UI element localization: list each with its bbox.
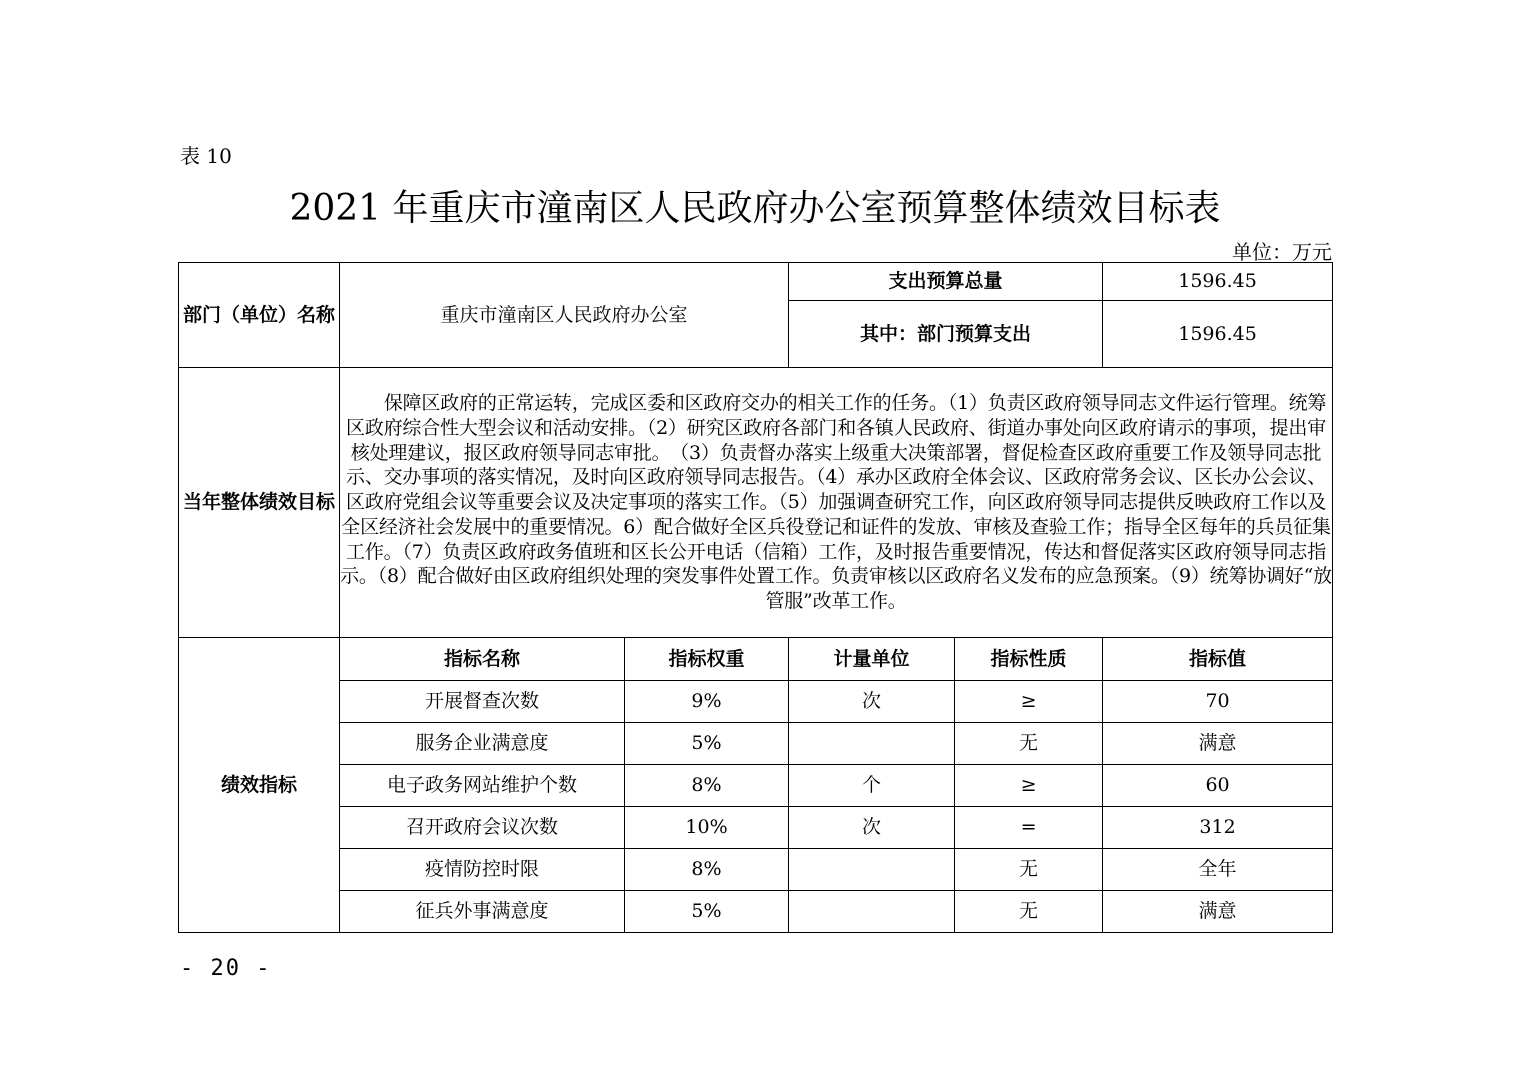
indicator-weight: 5% bbox=[625, 891, 789, 933]
unit-label: 单位：万元 bbox=[1232, 240, 1332, 264]
annual-goal-body: 保障区政府的正常运转，完成区委和区政府交办的相关工作的任务。（1）负责区政府领导同志文件运行管理。统筹区政府综合性大型会议和活动安排。（2）研究区政府各部门和各镇人民政府、街道办事处向区政府请示的事项，提出审核处理建议，报区政府领导同志审批。 （3）负责督办落实上级重大决策部署，督促检查区政府重要工作及领导同志批示、交办事项的落实情况，及时向区政府领导同志报告。（4）承办区政府全体会议、区政府常务会议、区长办公会议、区政府党组会议等重要会议及决定事项的落实工作。（5）加强调查研究工作，向区政府领导同志提供反映政府工作以及全区经济社会发展中的重要情况。6）配合做好全区兵役登记和证件的发放、审核及查验工作；指导全区每年的兵员征集工作。（7）负责区政府政务值班和区长公开电话（信箱）工作，及时报告重要情况，传达和督促落实区政府领导同志指示。（8）配合做好由区政府组织处理的突发事件处置工作。负责审核以区政府名义发布的应急预案。（9）统筹协调好“放管服”改革工作。 bbox=[340, 392, 1332, 612]
indicator-name: 开展督查次数 bbox=[340, 681, 625, 723]
dept-name-value: 重庆市潼南区人民政府办公室 bbox=[340, 263, 789, 368]
indicator-name: 电子政务网站维护个数 bbox=[340, 765, 625, 807]
indicator-unit: 次 bbox=[789, 807, 955, 849]
indicator-name: 征兵外事满意度 bbox=[340, 891, 625, 933]
header-indicator-value: 指标值 bbox=[1103, 638, 1333, 681]
indicator-nature: 无 bbox=[955, 849, 1103, 891]
indicator-name: 召开政府会议次数 bbox=[340, 807, 625, 849]
annual-goal-label: 当年整体绩效目标 bbox=[179, 368, 340, 638]
table-row bbox=[179, 807, 1333, 849]
table-row bbox=[179, 723, 1333, 765]
header-indicator-nature: 指标性质 bbox=[955, 638, 1103, 681]
indicator-value: 312 bbox=[1103, 807, 1333, 849]
indicator-value: 满意 bbox=[1103, 723, 1333, 765]
indicator-weight: 8% bbox=[625, 765, 789, 807]
indicator-nature: ≥ bbox=[955, 765, 1103, 807]
page-number: - 20 - bbox=[180, 956, 272, 981]
dept-budget-label: 其中：部门预算支出 bbox=[789, 301, 1103, 368]
dept-name-label: 部门（单位）名称 bbox=[179, 263, 340, 368]
indicator-nature: 无 bbox=[955, 891, 1103, 933]
indicator-value: 70 bbox=[1103, 681, 1333, 723]
indicator-name: 服务企业满意度 bbox=[340, 723, 625, 765]
indicator-weight: 5% bbox=[625, 723, 789, 765]
indicator-name: 疫情防控时限 bbox=[340, 849, 625, 891]
dept-budget-value: 1596.45 bbox=[1103, 301, 1333, 368]
table-row bbox=[179, 891, 1333, 933]
header-indicator-name: 指标名称 bbox=[340, 638, 625, 681]
indicator-value: 满意 bbox=[1103, 891, 1333, 933]
performance-target-table bbox=[178, 262, 1333, 933]
table-row bbox=[179, 849, 1333, 891]
document-title: 2021 年重庆市潼南区人民政府办公室预算整体绩效目标表 bbox=[289, 188, 1221, 229]
indicator-weight: 8% bbox=[625, 849, 789, 891]
indicator-nature: 无 bbox=[955, 723, 1103, 765]
table-row bbox=[179, 765, 1333, 807]
total-budget-value: 1596.45 bbox=[1103, 263, 1333, 301]
header-indicator-weight: 指标权重 bbox=[625, 638, 789, 681]
header-measure-unit: 计量单位 bbox=[789, 638, 955, 681]
indicators-label: 绩效指标 bbox=[179, 638, 340, 933]
indicator-nature: ≥ bbox=[955, 681, 1103, 723]
indicator-value: 60 bbox=[1103, 765, 1333, 807]
table-label: 表 10 bbox=[180, 144, 232, 168]
indicator-weight: 10% bbox=[625, 807, 789, 849]
indicator-unit: 次 bbox=[789, 681, 955, 723]
total-budget-label: 支出预算总量 bbox=[789, 263, 1103, 301]
indicator-value: 全年 bbox=[1103, 849, 1333, 891]
indicator-nature: = bbox=[955, 807, 1103, 849]
annual-goal-text bbox=[340, 368, 1333, 638]
indicator-unit: 个 bbox=[789, 765, 955, 807]
table-row bbox=[179, 681, 1333, 723]
indicator-unit bbox=[789, 723, 955, 765]
indicator-unit bbox=[789, 891, 955, 933]
indicator-unit bbox=[789, 849, 955, 891]
indicator-weight: 9% bbox=[625, 681, 789, 723]
